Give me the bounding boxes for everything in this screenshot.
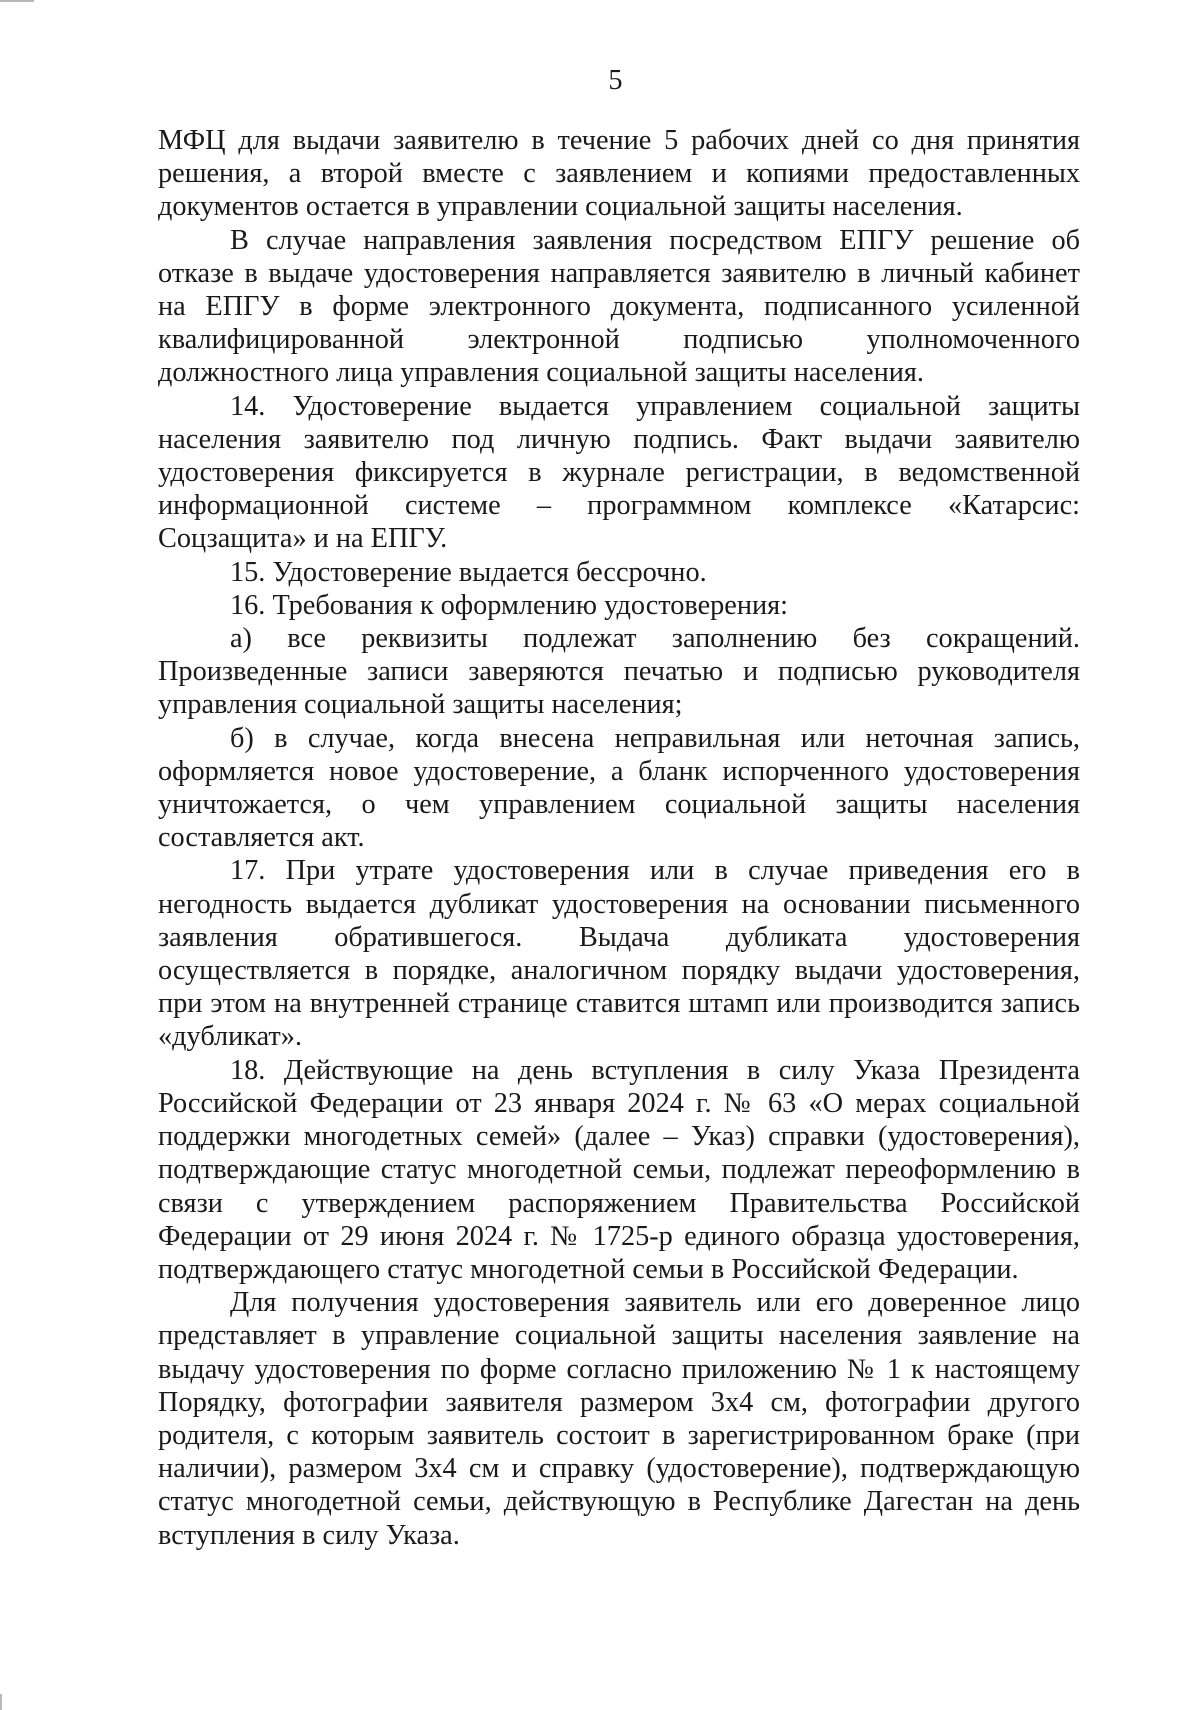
scan-edge-mark-top-left: [0, 0, 34, 2]
paragraph-item-15: 15. Удостоверение выдается бессрочно.: [230, 556, 707, 588]
paragraph-item-16-a: а) все реквизиты подлежат заполнению без сокращений. Произведенные записи заверяются печатью и подписью руководителя управления социальной защиты населения;: [158, 623, 1080, 721]
paragraph-item-18-procedure: Для получения удостоверения заявитель или его доверенное лицо представляет в управление социальной защиты населения заявление на выдачу удостоверения по форме согласно приложению № 1 к настоящему Порядку, фотографии заявителя размером 3х4 см, фотографии другого родителя, с которым заявитель состоит в зарегистрированном браке (при наличии), размером 3х4 см и справку (удостоверение), подтверждающую статус многодетной семьи, действующую в Республике Дагестан на день вступления в силу Указа.: [158, 1287, 1080, 1551]
paragraph-item-14: 14. Удостоверение выдается управлением социальной защиты населения заявителю под личную подпись. Факт выдачи заявителю удостоверения фиксируется в журнале регистрации, в ведомственной информационной системе – программном комплексе «Катарсис: Соцзащита» и на ЕПГУ.: [158, 390, 1080, 555]
page-number: 5: [608, 65, 623, 96]
document-body: [158, 124, 1080, 1552]
scan-edge-mark-bottom-left: [0, 1694, 2, 1710]
paragraph-continuation: МФЦ для выдачи заявителю в течение 5 рабочих дней со дня принятия решения, а второй вместе с заявлением и копиями предоставленных документов остается в управлении социальной защиты населения.: [158, 125, 1080, 223]
paragraph-item-16-b: б) в случае, когда внесена неправильная или неточная запись, оформляется новое удостоверение, а бланк испорченного удостоверения уничтожается, о чем управлением социальной защиты населения составляется акт.: [158, 722, 1080, 854]
paragraph-item-16: 16. Требования к оформлению удостоверения:: [230, 589, 789, 621]
paragraph-item-18: 18. Действующие на день вступления в силу Указа Президента Российской Федерации от 23 января 2024 г. № 63 «О мерах социальной поддержки многодетных семей» (далее – Указ) справки (удостоверения), подтверждающие статус многодетной семьи, подлежат переоформлению в связи с утверждением распоряжением Правительства Российской Федерации от 29 июня 2024 г. № 1725-р единого образца удостоверения, подтверждающего статус многодетной семьи в Российской Федерации.: [158, 1054, 1080, 1285]
paragraph-epgu-refusal: В случае направления заявления посредством ЕПГУ решение об отказе в выдаче удостоверения направляется заявителю в личный кабинет на ЕПГУ в форме электронного документа, подписанного усиленной квалифицированной электронной подписью уполномоченного должностного лица управления социальной защиты населения.: [158, 224, 1080, 389]
paragraph-item-17: 17. При утрате удостоверения или в случае приведения его в негодность выдается дубликат удостоверения на основании письменного заявления обратившегося. Выдача дубликата удостоверения осуществляется в порядке, аналогичном порядку выдачи удостоверения, при этом на внутренней странице ставится штамп или производится запись «дубликат».: [158, 855, 1080, 1053]
